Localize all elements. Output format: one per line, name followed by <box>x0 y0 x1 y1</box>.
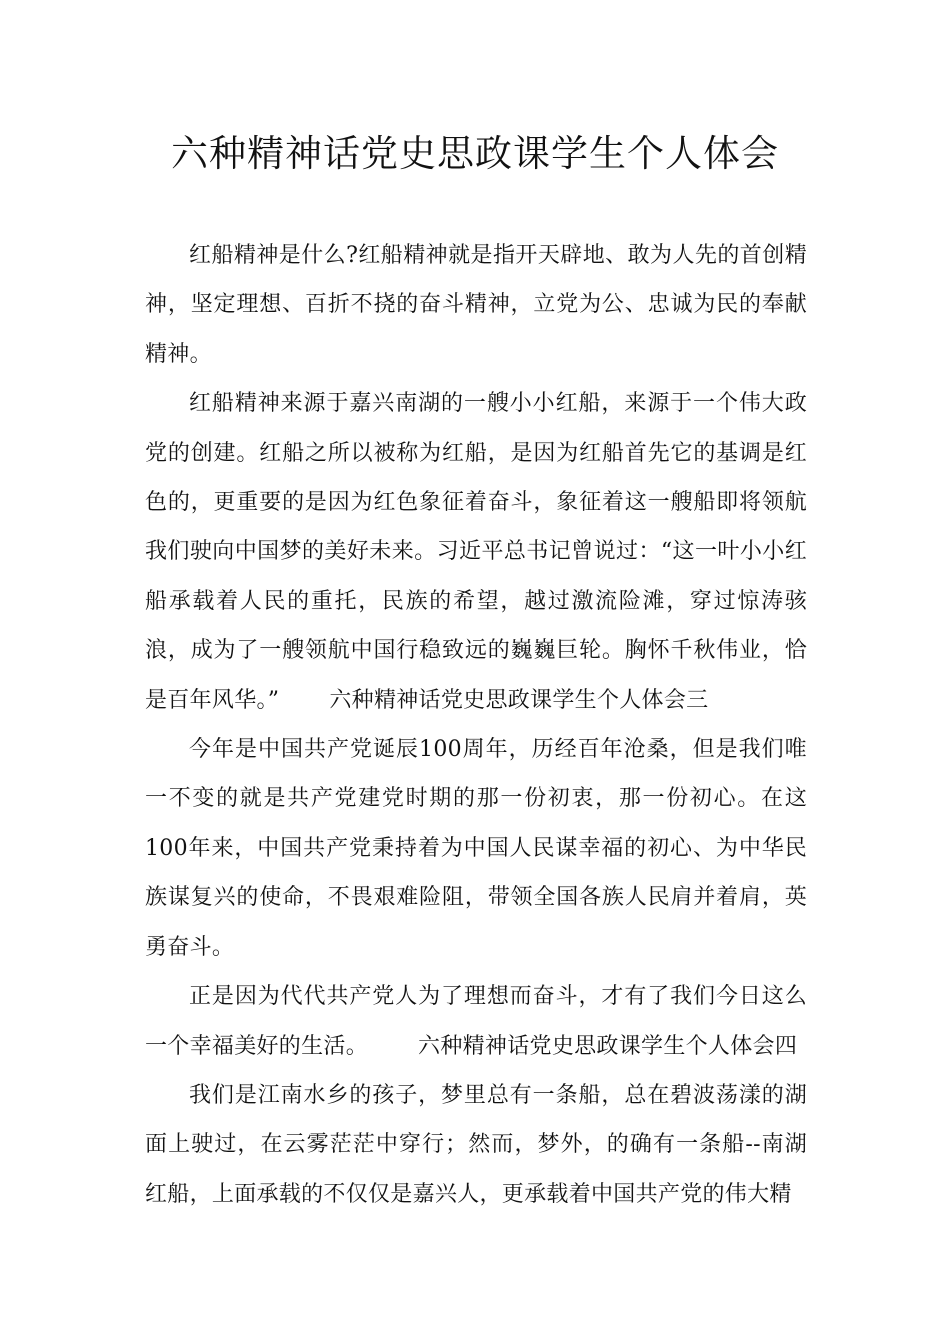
document-title: 六种精神话党史思政课学生个人体会 <box>171 132 779 175</box>
paragraph-4 <box>145 972 807 1071</box>
paragraph-1-text: 红船精神是什么?红船精神就是指开天辟地、敢为人先的首创精神，坚定理想、百折不挠的奋斗精神，立党为公、忠诚为民的奉献精神。 <box>145 243 807 367</box>
paragraph-4-text: 正是因为代代共产党人为了理想而奋斗，才有了我们今日这么一个幸福美好的生活。 <box>145 984 807 1059</box>
paragraph-2 <box>145 379 807 725</box>
paragraph-1 <box>145 231 807 379</box>
paragraph-3-text: 今年是中国共产党诞辰100周年，历经百年沧桑，但是我们唯一不变的就是共产党建党时期的那一份初衷，那一份初心。在这100年来，中国共产党秉持着为中国人民谋幸福的初心、为中华民族谋复兴的使命，不畏艰难险阻，带领全国各族人民肩并着肩，英勇奋斗。 <box>145 737 807 960</box>
paragraph-5 <box>145 1071 807 1219</box>
paragraph-3 <box>145 725 807 972</box>
section-heading-3: 六种精神话党史思政课学生个人体会三 <box>329 687 709 713</box>
paragraph-5-text: 我们是江南水乡的孩子，梦里总有一条船，总在碧波荡漾的湖面上驶过，在云雾茫茫中穿行；然而，梦外，的确有一条船--南湖红船，上面承载的不仅仅是嘉兴人，更承载着中国共产党的伟大精 <box>145 1082 807 1207</box>
document-body <box>145 231 807 1219</box>
section-heading-4: 六种精神话党史思政课学生个人体会四 <box>418 1033 798 1059</box>
paragraph-2-text: 红船精神来源于嘉兴南湖的一艘小小红船，来源于一个伟大政党的创建。红船之所以被称为红船，是因为红船首先它的基调是红色的，更重要的是因为红色象征着奋斗，象征着这一艘船即将领航我们驶向中国梦的美好未来。习近平总书记曾说过：“这一叶小小红船承载着人民的重托，民族的希望，越过激流险滩，穿过惊涛骇浪，成为了一艘领航中国行稳致远的巍巍巨轮。胸怀千秋伟业，恰是百年风华。” <box>145 391 807 713</box>
